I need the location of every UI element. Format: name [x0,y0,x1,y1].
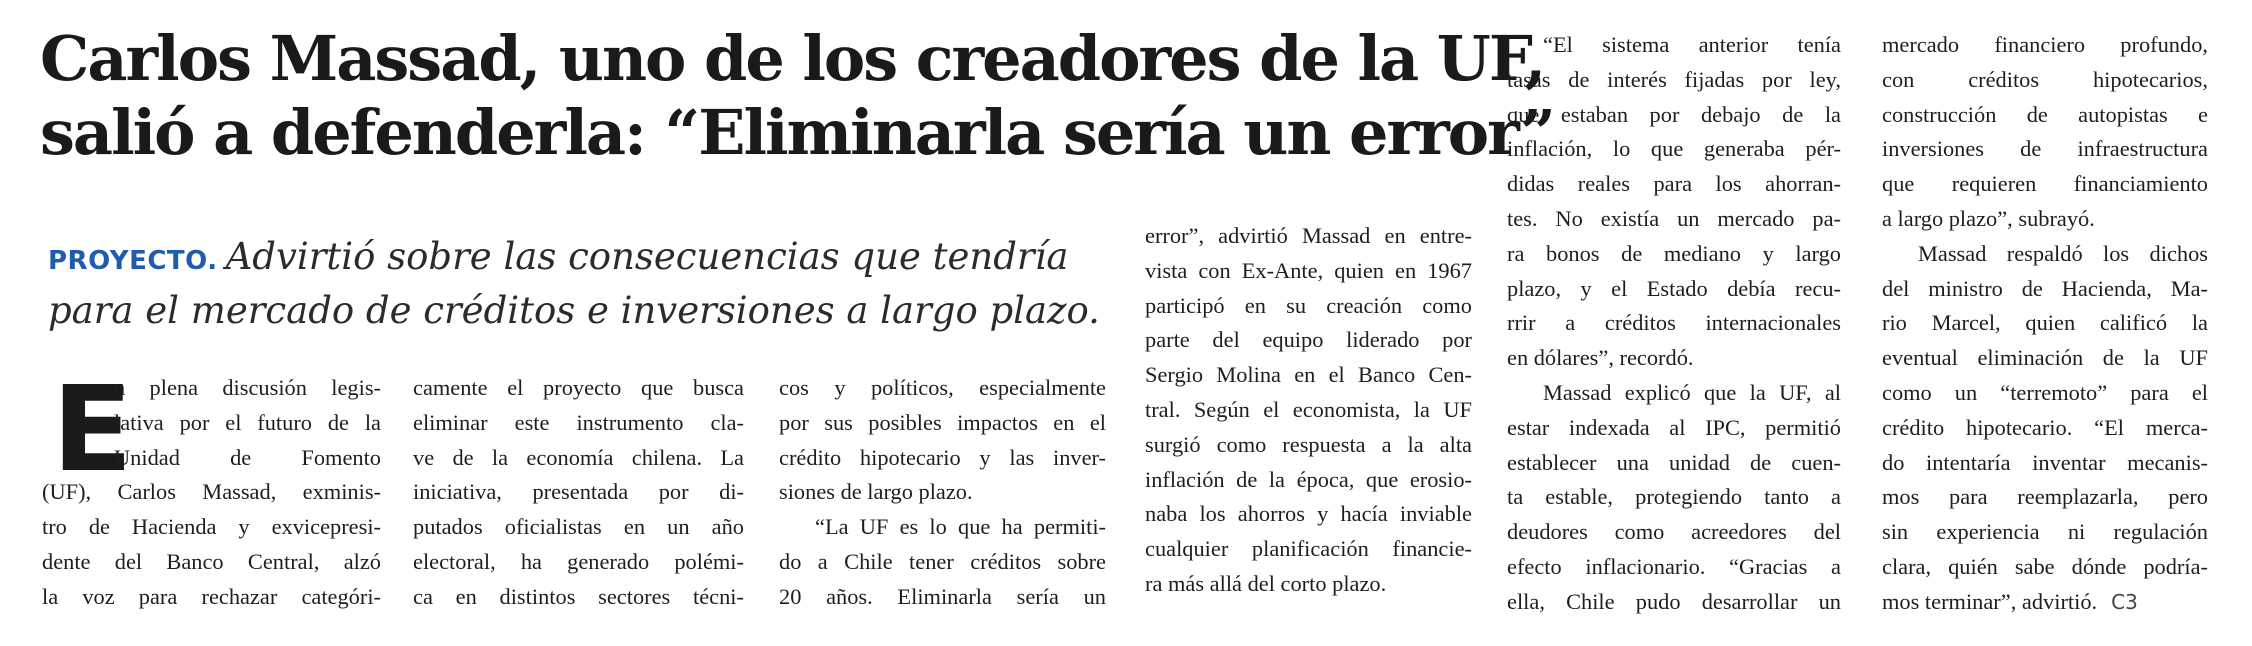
body-line: rio Marcel, quien calificó la [1882,310,2208,336]
body-line: didas reales para los ahorran- [1507,171,1841,197]
body-line: inflación de la época, que erosio- [1145,466,1472,492]
body-line: cualquier planificación financie- [1145,536,1472,562]
body-line: vista con Ex-Ante, quien en 1967 [1145,257,1472,283]
body-line: siones de largo plazo. [779,479,973,505]
body-line: ella, Chile pudo desarrollar un [1507,588,1841,614]
column-6 [1882,28,2208,620]
body-line: inflación, lo que generaba pér- [1507,136,1841,162]
body-line: “El sistema anterior tenía [1543,32,1841,57]
body-line: ca en distintos sectores técni- [413,583,744,609]
body-line: surgió como respuesta a la alta [1145,431,1472,457]
body-line: que estaban por debajo de la [1507,101,1841,127]
body-line: mos para reemplazarla, pero [1882,484,2208,510]
body-line: mos terminar”, advirtió. C3 [1882,588,2138,614]
deck-line: PROYECTO. Advirtió sobre las consecuencias que tendría [48,235,1069,278]
column-3 [779,371,1106,615]
body-line: ra bonos de mediano y largo [1507,240,1841,266]
body-line: clara, quién sabe dónde podría- [1882,553,2208,579]
body-line: Sergio Molina en el Banco Cen- [1145,362,1472,388]
body-line: n plena discusión legis- [114,375,381,400]
column-1 [42,360,381,615]
body-line: parte del equipo liderado por [1145,327,1472,353]
body-line: del ministro de Hacienda, Ma- [1882,275,2208,301]
body-line: en dólares”, recordó. [1507,345,1694,371]
body-line: inversiones de infraestructura [1882,136,2208,162]
body-line: 20 años. Eliminarla sería un [779,583,1106,609]
deck-line: para el mercado de créditos e inversiones a largo plazo. [48,289,1100,332]
drop-cap: E [52,360,133,498]
body-line: ve de la economía chilena. La [413,444,744,470]
body-line: Massad explicó que la UF, al [1543,379,1841,405]
body-line: eliminar este instrumento cla- [413,409,744,435]
body-line: mercado financiero profundo, [1882,32,2208,57]
body-line: rrir a créditos internacionales [1507,310,1841,336]
body-line: putados oficialistas en un año [413,514,744,540]
body-line: error”, advirtió Massad en entre- [1145,223,1472,248]
body-line: plazo, y el Estado debía recu- [1507,275,1841,301]
body-line: cos y políticos, especialmente [779,375,1106,400]
deck [48,232,1108,336]
body-line: do intentaría inventar mecanis- [1882,449,2208,475]
body-line: ra más allá del corto plazo. [1145,570,1387,596]
body-line: do a Chile tener créditos sobre [779,548,1106,574]
body-line: deudores como acreedores del [1507,519,1841,545]
headline-line: salió a defenderla: “Eliminarla sería un error” [40,96,1554,169]
body-line: efecto inflacionario. “Gracias a [1507,553,1841,579]
body-line: (UF), Carlos Massad, exminis- [42,479,381,505]
body-line: ta estable, protegiendo tanto a [1507,484,1841,510]
body-line: iniciativa, presentada por di- [413,479,744,505]
body-line: la voz para rechazar categóri- [42,583,381,609]
column-2 [413,371,744,615]
column-5 [1507,28,1841,620]
body-line: crédito hipotecario y las inver- [779,444,1106,470]
body-line: por sus posibles impactos en el [779,409,1106,435]
kicker: PROYECTO. [48,246,218,276]
body-line: Unidad de Fomento [114,444,381,470]
body-line: eventual eliminación de la UF [1882,345,2208,371]
body-line: tes. No existía un mercado pa- [1507,205,1841,231]
body-line: lativa por el futuro de la [114,409,381,435]
body-line: tral. Según el economista, la UF [1145,396,1472,422]
body-line: dente del Banco Central, alzó [42,548,381,574]
body-line: construcción de autopistas e [1882,101,2208,127]
body-line: que requieren financiamiento [1882,171,2208,197]
body-line: sin experiencia ni regulación [1882,519,2208,545]
headline-line: Carlos Massad, uno de los creadores de la UF, [40,22,1545,95]
body-line: tro de Hacienda y exvicepresi- [42,514,381,540]
body-line: estar indexada al IPC, permitió [1507,414,1841,440]
body-line: a largo plazo”, subrayó. [1882,205,2095,231]
headline [40,22,1554,170]
body-line: camente el proyecto que busca [413,375,744,400]
body-line: como un “terremoto” para el [1882,379,2208,405]
body-line: naba los ahorros y hacía inviable [1145,501,1472,527]
column-4 [1145,219,1472,602]
end-mark-icon: C3 [2111,589,2138,614]
body-line: electoral, ha generado polémi- [413,548,744,574]
body-line: Massad respaldó los dichos [1918,240,2208,266]
body-line: con créditos hipotecarios, [1882,66,2208,92]
body-line: establecer una unidad de cuen- [1507,449,1841,475]
body-line: tasas de interés fijadas por ley, [1507,66,1841,92]
body-line: crédito hipotecario. “El merca- [1882,414,2208,440]
body-line: “La UF es lo que ha permiti- [815,514,1106,540]
body-line: participó en su creación como [1145,292,1472,318]
